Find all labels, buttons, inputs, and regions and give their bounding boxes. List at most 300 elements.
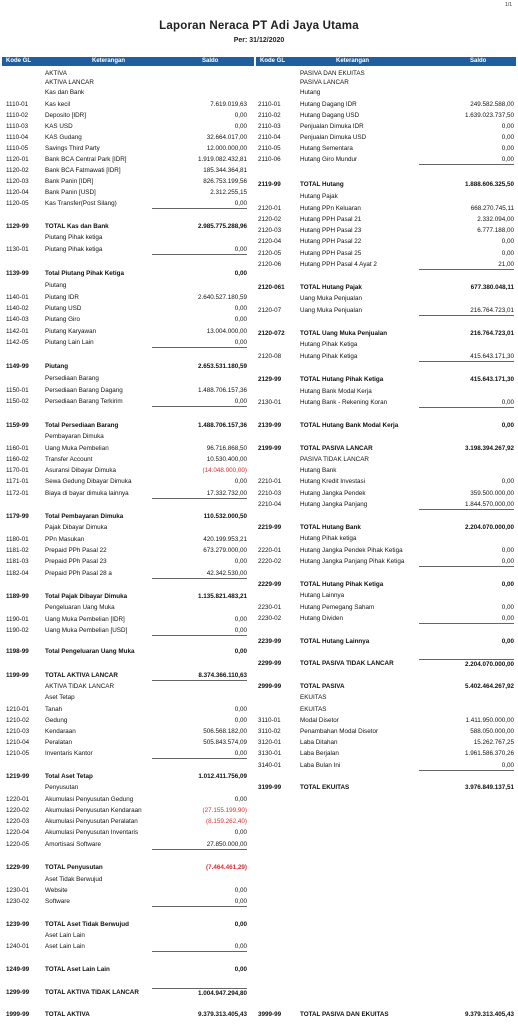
gl-code: 1110-02 — [6, 112, 29, 119]
balance-amount: 7.619.019,63 — [210, 101, 247, 108]
gl-code: 2139-99 — [258, 422, 282, 429]
table-row — [0, 886, 518, 895]
gl-code: 1220-03 — [6, 818, 30, 825]
balance-amount: 415.643.171,30 — [470, 376, 514, 383]
account-description: TOTAL EKUITAS — [300, 784, 350, 791]
gl-code: 2120-05 — [258, 250, 282, 257]
balance-amount: 2.640.527.180,59 — [197, 294, 247, 301]
balance-amount: 2.332.094,00 — [477, 216, 514, 223]
table-row — [0, 942, 518, 951]
balance-amount: 0,00 — [152, 245, 247, 255]
table-row — [0, 671, 518, 680]
account-description: TOTAL Kas dan Bank — [45, 223, 109, 230]
account-description: Hutang PPn Keluaran — [300, 205, 361, 212]
balance-amount: 13.004.000,00 — [206, 328, 247, 335]
table-row — [0, 591, 518, 600]
gl-code: 2110-02 — [258, 112, 281, 119]
gl-code: 2220-01 — [258, 547, 282, 554]
account-description: Hutang PPH Pasal 4 Ayat 2 — [300, 261, 377, 268]
gl-code: 2120-01 — [258, 205, 282, 212]
balance-amount: 1.004.947.294,80 — [152, 988, 247, 998]
table-row — [0, 512, 518, 521]
account-description: Hutang Lainnya — [300, 592, 345, 599]
gl-code: 2110-04 — [258, 134, 281, 141]
gl-code: 2210-04 — [258, 501, 282, 508]
table-row — [0, 100, 518, 109]
gl-code: 1220-04 — [6, 829, 30, 836]
account-description: Penyusutan — [45, 784, 79, 791]
account-description: Kas Transfer(Post Silang) — [45, 200, 117, 207]
gl-code: 2299-99 — [258, 660, 282, 667]
account-description: Asuransi Dibayar Dimuka — [45, 467, 117, 474]
gl-code: 1210-05 — [6, 750, 30, 757]
table-row — [0, 806, 518, 815]
gl-code: 1220-02 — [6, 807, 30, 814]
gl-code: 1139-99 — [6, 270, 29, 277]
balance-amount: 1.961.586.370,26 — [464, 750, 514, 757]
account-description: Persediaan Barang Dagang — [45, 387, 123, 394]
gl-code: 1110-04 — [6, 134, 29, 141]
account-description: Kas dan Bank — [45, 89, 85, 96]
account-description: TOTAL PASIVA DAN EKUITAS — [300, 1011, 389, 1018]
gl-code: 1299-99 — [6, 989, 30, 996]
table-row — [0, 863, 518, 872]
account-description: TOTAL Hutang Pihak Ketiga — [300, 376, 384, 383]
account-description: Hutang Bank Modal Kerja — [300, 388, 372, 395]
header-code: Kode GL — [6, 58, 31, 64]
table-row — [0, 557, 518, 566]
balance-amount: 1.411.950.000,00 — [465, 717, 514, 724]
table-row — [0, 580, 518, 589]
gl-code: 2110-03 — [258, 123, 281, 130]
balance-amount: 21,00 — [419, 260, 514, 270]
balance-amount: 0,00 — [234, 558, 247, 565]
gl-code: 2119-99 — [258, 181, 281, 188]
gl-code: 3199-99 — [258, 784, 282, 791]
table-row — [0, 155, 518, 164]
gl-code: 2220-02 — [258, 558, 282, 565]
account-description: Hutang Jangka Panjang Pihak Ketiga — [300, 558, 405, 565]
table-row — [0, 569, 518, 578]
account-description: Prepaid PPh Pasal 28 a — [45, 570, 112, 577]
table-row — [0, 455, 518, 464]
table-row — [0, 637, 518, 646]
account-description: Persediaan Barang — [45, 375, 99, 382]
gl-code: 1140-01 — [6, 294, 29, 301]
balance-amount: 415.643.171,30 — [419, 352, 514, 362]
gl-code: 1120-04 — [6, 189, 29, 196]
account-description: Akumulasi Penyusutan Kendaraan — [45, 807, 142, 814]
gl-code: 2120-061 — [258, 284, 285, 291]
table-row — [0, 931, 518, 940]
balance-amount: 0,00 — [501, 638, 514, 645]
balance-amount: 0,00 — [152, 338, 247, 348]
balance-amount: 9.379.313.405,43 — [197, 1011, 247, 1018]
balance-amount: 1.135.821.483,21 — [197, 593, 247, 600]
account-description: PASIVA TIDAK LANCAR — [300, 456, 369, 463]
report-title: Laporan Neraca PT Adi Jaya Utama — [159, 20, 359, 32]
gl-code: 2130-01 — [258, 399, 282, 406]
gl-code: 2230-01 — [258, 604, 282, 611]
account-description: Piutang Karyawan — [45, 328, 97, 335]
gl-code: 1172-01 — [6, 490, 29, 497]
gl-code: 1199-99 — [6, 672, 29, 679]
gl-code: 2210-03 — [258, 490, 282, 497]
account-description: Hutang Sementara — [300, 145, 353, 152]
gl-code: 1110-03 — [6, 123, 29, 130]
table-row — [0, 329, 518, 338]
gl-code: 1999-99 — [6, 1011, 30, 1018]
account-description: Pengeluaran Uang Muka — [45, 604, 115, 611]
account-description: Hutang PPH Pasal 21 — [300, 216, 362, 223]
balance-amount: 3.976.849.137,51 — [464, 784, 514, 791]
balance-amount: 0,00 — [501, 547, 514, 554]
gl-code: 1230-02 — [6, 898, 30, 905]
balance-amount: 0,00 — [234, 316, 247, 323]
account-description: Hutang Dividen — [300, 615, 344, 622]
balance-amount: 0,00 — [234, 270, 247, 277]
balance-amount: 0,00 — [501, 581, 514, 588]
account-description: TOTAL Aset Tidak Berwujud — [45, 921, 129, 928]
balance-amount: 1.488.706.157,36 — [197, 422, 247, 429]
table-row — [0, 795, 518, 804]
page-number: 1/1 — [505, 2, 512, 8]
table-row — [0, 546, 518, 555]
account-description: Kas kecil — [45, 101, 71, 108]
balance-amount: 505.843.574,09 — [203, 739, 247, 746]
balance-amount: 1.012.411.756,09 — [198, 773, 247, 780]
header-description: Keterangan — [92, 58, 126, 64]
balance-amount: 17.332.732,00 — [152, 489, 247, 499]
balance-amount: 673.279.000,00 — [203, 547, 247, 554]
gl-code: 1220-01 — [6, 796, 30, 803]
account-description: PASIVA LANCAR — [300, 79, 349, 86]
account-description: EKUITAS — [300, 694, 327, 701]
gl-code: 1160-01 — [6, 445, 29, 452]
balance-amount: 0,00 — [501, 250, 514, 257]
balance-amount: 9.379.313.405,43 — [464, 1011, 514, 1018]
gl-code: 1142-01 — [6, 328, 29, 335]
table-row — [0, 294, 518, 303]
table-row — [0, 398, 518, 407]
account-description: Akumulasi Penyusutan Gedung — [45, 796, 134, 803]
balance-amount: 826.753.199,56 — [203, 178, 247, 185]
account-description: Persediaan Barang Terkirim — [45, 398, 123, 405]
balance-amount: 0,00 — [234, 887, 247, 894]
table-row — [0, 828, 518, 837]
balance-amount: 0,00 — [234, 648, 247, 655]
table-row — [0, 88, 518, 97]
balance-amount: (14.048.000,00) — [202, 467, 247, 474]
account-description: Savings Third Party — [45, 145, 100, 152]
gl-code: 2120-08 — [258, 353, 282, 360]
account-description: Inventaris Kantor — [45, 750, 93, 757]
balance-amount: 2.204.070.000,00 — [464, 524, 514, 531]
table-row — [0, 716, 518, 725]
gl-code: 1239-99 — [6, 921, 30, 928]
account-description: Aset Lain Lain — [45, 943, 85, 950]
gl-code: 1129-99 — [6, 223, 29, 230]
table-row — [0, 988, 518, 997]
account-description: Laba Ditahan — [300, 739, 338, 746]
gl-code: 1182-04 — [6, 570, 29, 577]
balance-amount: 2.985.775.288,96 — [197, 223, 247, 230]
account-description: TOTAL AKTIVA LANCAR — [45, 672, 118, 679]
account-description: Hutang Pihak Ketiga — [300, 353, 358, 360]
gl-code: 2999-99 — [258, 683, 282, 690]
right-table-header — [256, 57, 516, 66]
balance-amount: 0,00 — [152, 397, 247, 407]
table-row — [0, 69, 518, 78]
table-row — [0, 489, 518, 498]
table-row — [0, 647, 518, 656]
gl-code: 1120-02 — [6, 167, 29, 174]
gl-code: 1180-01 — [6, 536, 29, 543]
table-row — [0, 237, 518, 246]
table-row — [0, 204, 518, 213]
account-description: PASIVA DAN EKUITAS — [300, 70, 365, 77]
balance-amount: 0,00 — [234, 796, 247, 803]
table-row — [0, 166, 518, 175]
table-row — [0, 965, 518, 974]
account-description: Amortisasi Software — [45, 841, 101, 848]
balance-amount: 0,00 — [501, 604, 514, 611]
account-description: TOTAL PASIVA — [300, 683, 345, 690]
balance-amount: 0,00 — [234, 706, 247, 713]
account-description: Akumulasi Penyusutan Inventaris — [45, 829, 139, 836]
table-row — [0, 875, 518, 884]
account-description: Hutang Pihak ketiga — [300, 535, 357, 542]
account-description: Peralatan — [45, 739, 72, 746]
gl-code: 2210-01 — [258, 478, 282, 485]
account-description: KAS Gudang — [45, 134, 82, 141]
balance-amount: 5.402.464.267,92 — [464, 683, 514, 690]
account-description: TOTAL PASIVA LANCAR — [300, 445, 373, 452]
gl-code: 2239-99 — [258, 638, 282, 645]
account-description: Uang Muka Penjualan — [300, 295, 362, 302]
account-description: Aset Tidak Berwujud — [45, 876, 103, 883]
table-row — [0, 215, 518, 224]
gl-code: 3999-99 — [258, 1011, 282, 1018]
account-description: TOTAL Uang Muka Penjualan — [300, 330, 388, 337]
balance-amount: 0,00 — [501, 145, 514, 152]
account-description: Hutang Jangka Panjang — [300, 501, 368, 508]
table-row — [0, 421, 518, 430]
balance-amount: 0,00 — [419, 155, 514, 165]
table-row — [0, 897, 518, 906]
header-balance: Saldo — [470, 58, 487, 64]
account-description: Akumulasi Penyusutan Peralatan — [45, 818, 138, 825]
balance-amount: 0,00 — [419, 557, 514, 567]
balance-amount: 216.764.723,01 — [419, 306, 514, 316]
table-row — [0, 840, 518, 849]
table-row — [0, 78, 518, 87]
account-description: Hutang Pihak Ketiga — [300, 341, 358, 348]
balance-amount: 0,00 — [234, 305, 247, 312]
balance-amount: 249.582.588,00 — [470, 101, 514, 108]
account-description: TOTAL Hutang — [300, 181, 344, 188]
gl-code: 1150-02 — [6, 398, 29, 405]
gl-code: 1179-99 — [6, 513, 29, 520]
table-row — [0, 444, 518, 453]
balance-amount: 2.312.255,15 — [210, 189, 247, 196]
account-description: EKUITAS — [300, 706, 327, 713]
balance-amount: 359.500.000,00 — [470, 490, 514, 497]
balance-amount: 0,00 — [152, 199, 247, 209]
account-description: Total Pajak Dibayar Dimuka — [45, 593, 128, 600]
balance-amount: 1.888.606.325,50 — [464, 181, 514, 188]
gl-code: 1220-05 — [6, 841, 30, 848]
account-description: Hutang PPH Pasal 25 — [300, 250, 362, 257]
balance-amount: (7.464.461,29) — [206, 864, 247, 871]
gl-code: 1210-01 — [6, 706, 30, 713]
balance-amount: 0,00 — [501, 422, 514, 429]
account-description: Modal Disetor — [300, 717, 339, 724]
account-description: TOTAL Hutang Lainnya — [300, 638, 370, 645]
table-row — [0, 387, 518, 396]
account-description: Tanah — [45, 706, 63, 713]
balance-amount: 0,00 — [234, 616, 247, 623]
table-row — [0, 477, 518, 486]
balance-amount: 216.764.723,01 — [470, 330, 514, 337]
balance-amount: 2.204.070.000,00 — [419, 659, 514, 669]
balance-amount: 1.488.706.157,36 — [197, 387, 247, 394]
account-description: Website — [45, 887, 68, 894]
gl-code: 3110-02 — [258, 728, 281, 735]
gl-code: 1150-01 — [6, 387, 29, 394]
balance-amount: 588.050.000,00 — [470, 728, 514, 735]
balance-amount: 420.199.953,21 — [203, 536, 247, 543]
gl-code: 1171-01 — [6, 478, 29, 485]
header-description: Keterangan — [336, 58, 370, 64]
gl-code: 1120-05 — [6, 200, 29, 207]
balance-amount: 0,00 — [152, 942, 247, 952]
gl-code: 2120-07 — [258, 307, 282, 314]
balance-amount: 0,00 — [234, 123, 247, 130]
gl-code: 2219-99 — [258, 524, 282, 531]
balance-amount: (8.159.262,40) — [206, 818, 247, 825]
account-description: Piutang — [45, 282, 67, 289]
account-description: TOTAL AKTIVA — [45, 1011, 90, 1018]
table-row — [0, 111, 518, 120]
account-description: Penjualan Dimuka USD — [300, 134, 367, 141]
account-description: Pembayaran Dimuka — [45, 433, 104, 440]
table-row — [0, 626, 518, 635]
table-row — [0, 920, 518, 929]
table-row — [0, 340, 518, 349]
account-description: Gedung — [45, 717, 68, 724]
gl-code: 2199-99 — [258, 445, 282, 452]
balance-amount: 0,00 — [234, 921, 247, 928]
gl-code: 1229-99 — [6, 864, 30, 871]
balance-amount: 1.919.082.432,81 — [197, 156, 247, 163]
gl-code: 2120-02 — [258, 216, 282, 223]
account-description: Hutang Giro Mundur — [300, 156, 358, 163]
balance-amount: 27.850.000,00 — [152, 840, 247, 850]
gl-code: 1240-01 — [6, 943, 30, 950]
account-description: Piutang Giro — [45, 316, 81, 323]
gl-code: 1181-02 — [6, 547, 29, 554]
account-description: Uang Muka Pembelian — [45, 445, 109, 452]
account-description: Piutang USD — [45, 305, 82, 312]
gl-code: 2110-06 — [258, 156, 281, 163]
balance-amount: 32.664.017,00 — [206, 134, 247, 141]
gl-code: 1160-02 — [6, 456, 29, 463]
account-description: Penjualan Dimuka IDR — [300, 123, 364, 130]
account-description: Total Pembayaran Dimuka — [45, 513, 124, 520]
gl-code: 1249-99 — [6, 966, 30, 973]
balance-amount: 15.262.767,25 — [473, 739, 514, 746]
gl-code: 3130-01 — [258, 750, 282, 757]
account-description: Piutang Lain Lain — [45, 339, 94, 346]
table-row — [0, 315, 518, 324]
account-description: Hutang Jangka Pendek — [300, 490, 366, 497]
table-row — [0, 761, 518, 770]
account-description: Penambahan Modal Disetor — [300, 728, 379, 735]
balance-amount: 0,00 — [152, 749, 247, 759]
balance-amount: 1.639.023.737,50 — [464, 112, 514, 119]
account-description: Piutang Pihak ketiga — [45, 234, 103, 241]
account-description: Hutang Kredit Investasi — [300, 478, 366, 485]
balance-amount: 0,00 — [501, 478, 514, 485]
table-row — [0, 738, 518, 747]
account-description: PPn Masukan — [45, 536, 85, 543]
account-description: Uang Muka Penjualan — [300, 307, 362, 314]
gl-code: 1120-01 — [6, 156, 29, 163]
gl-code: 2110-05 — [258, 145, 281, 152]
balance-amount: 1.844.570.000,00 — [419, 500, 514, 510]
gl-code: 3140-01 — [258, 762, 282, 769]
gl-code: 3120-01 — [258, 739, 282, 746]
account-description: Prepaid PPh Pasal 22 — [45, 547, 107, 554]
gl-code: 2120-06 — [258, 261, 282, 268]
balance-amount: 2.653.531.180,59 — [197, 363, 247, 370]
account-description: KAS USD — [45, 123, 73, 130]
account-description: Hutang Dagang IDR — [300, 101, 357, 108]
table-row — [0, 659, 518, 668]
balance-amount: 42.342.530,00 — [152, 569, 247, 579]
account-description: Bank Panin [USD] — [45, 189, 96, 196]
gl-code: 3110-01 — [258, 717, 281, 724]
gl-code: 1190-02 — [6, 627, 29, 634]
table-row — [0, 693, 518, 702]
account-description: TOTAL Hutang Bank Modal Kerja — [300, 422, 399, 429]
table-row — [0, 133, 518, 142]
account-description: Hutang Dagang USD — [300, 112, 360, 119]
gl-code: 1140-03 — [6, 316, 29, 323]
gl-code: 2120-03 — [258, 227, 282, 234]
account-description: Hutang — [300, 89, 321, 96]
table-row — [0, 727, 518, 736]
table-row — [0, 534, 518, 543]
account-description: Aset Tetap — [45, 694, 75, 701]
account-description: Piutang Pihak ketiga — [45, 246, 103, 253]
table-row — [0, 352, 518, 361]
balance-amount: 0,00 — [501, 123, 514, 130]
account-description: Hutang PPH Pasal 23 — [300, 227, 362, 234]
account-description: AKTIVA TIDAK LANCAR — [45, 683, 115, 690]
balance-amount: 0,00 — [419, 761, 514, 771]
gl-code: 1170-01 — [6, 467, 29, 474]
gl-code: 1210-04 — [6, 739, 30, 746]
account-description: Piutang IDR — [45, 294, 79, 301]
account-description: Bank Panin [IDR] — [45, 178, 94, 185]
account-description: TOTAL Hutang Bank — [300, 524, 361, 531]
gl-code: 1198-99 — [6, 648, 29, 655]
account-description: Aset Lain Lain — [45, 932, 85, 939]
account-description: Laba Bulan Ini — [300, 762, 341, 769]
account-description: AKTIVA — [45, 70, 67, 77]
